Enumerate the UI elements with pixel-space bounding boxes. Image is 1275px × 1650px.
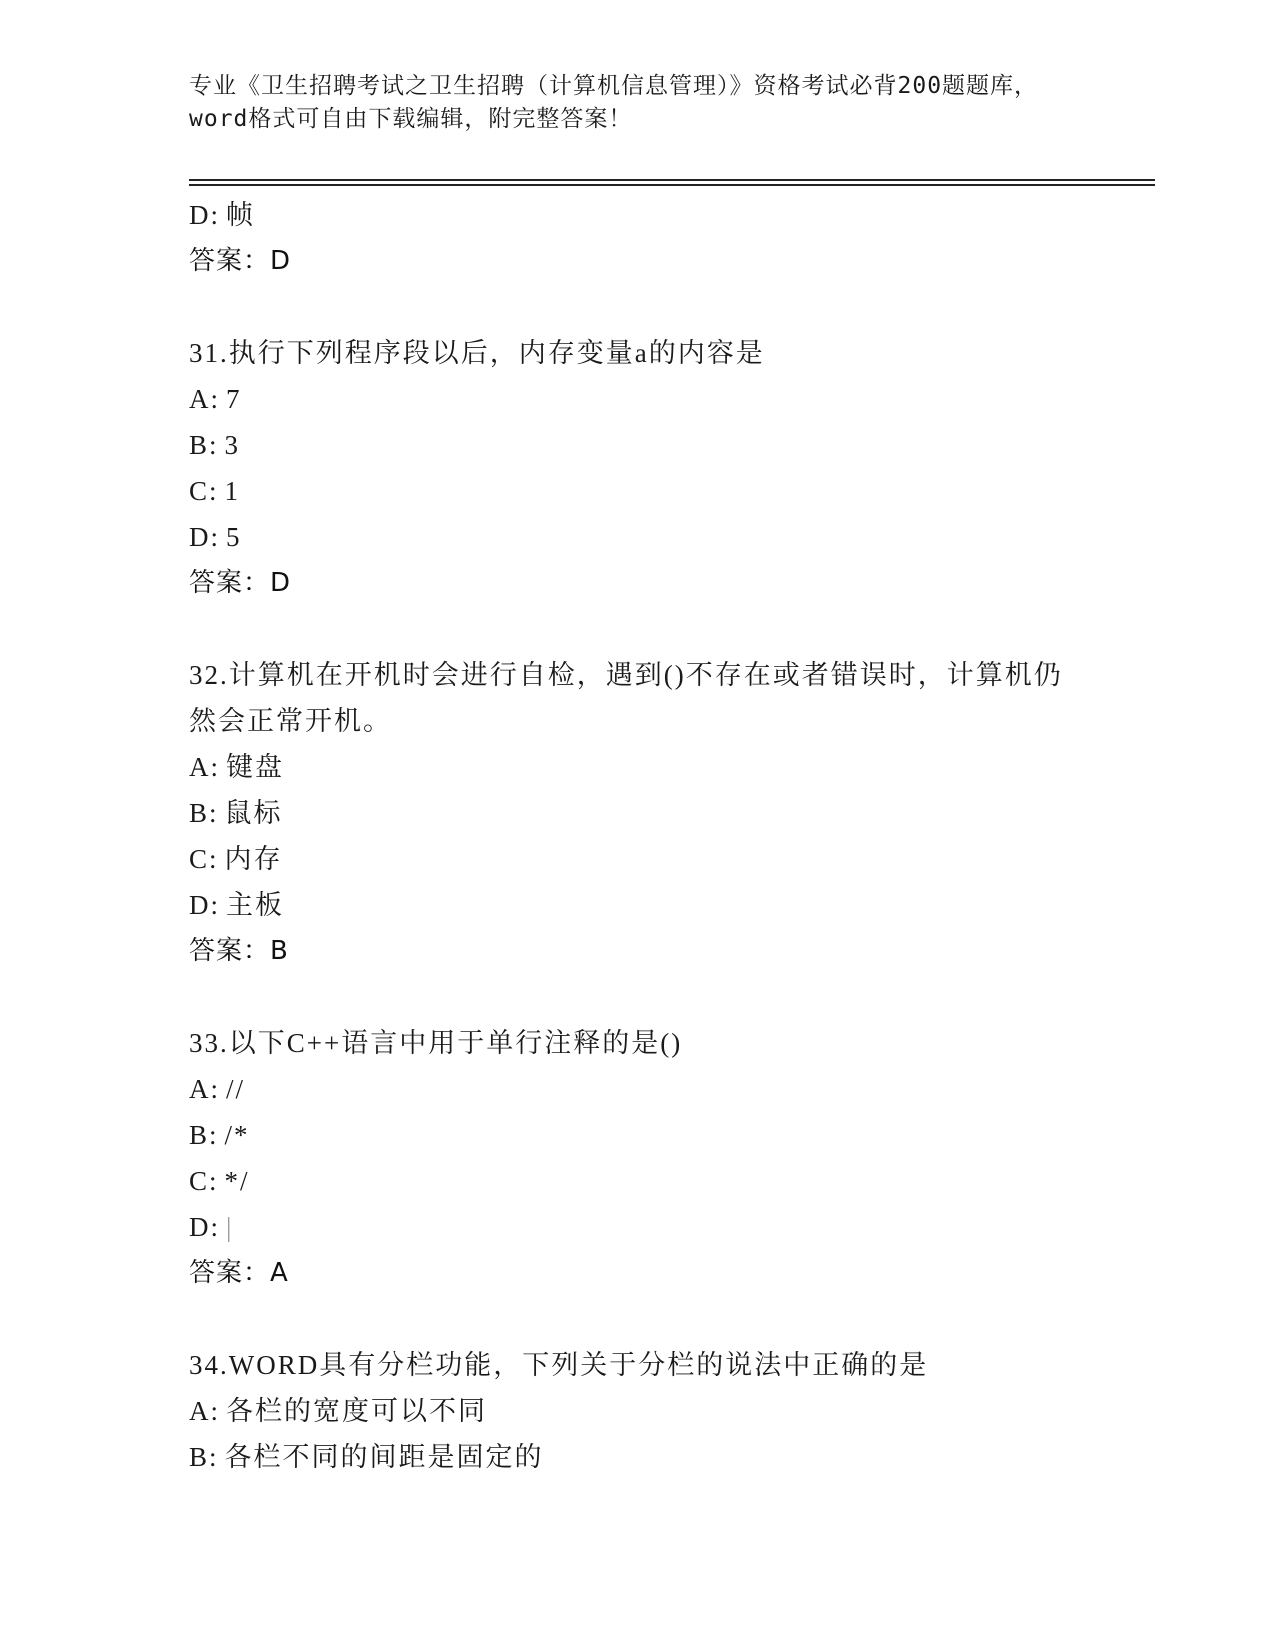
question-32-option-a	[189, 744, 1089, 790]
option-label: A:	[189, 752, 220, 782]
spacer	[189, 1296, 1089, 1342]
option-label: A:	[189, 1396, 220, 1426]
question-32-answer: 答案：B	[189, 936, 289, 966]
option-text: 各栏的宽度可以不同	[226, 1396, 487, 1426]
option-text: 1	[224, 476, 241, 506]
option-text: /*	[224, 1120, 250, 1150]
option-label: D:	[189, 890, 220, 920]
spacer	[189, 974, 1089, 1020]
option-text: 5	[226, 522, 242, 552]
question-33-option-b	[189, 1112, 1089, 1158]
option-label: B:	[189, 1442, 219, 1472]
header-divider-bottom	[189, 184, 1155, 186]
question-32-text: 32.计算机在开机时会进行自检，遇到()不存在或者错误时，计算机仍然会正常开机。	[189, 660, 1063, 736]
option-label: D:	[189, 522, 220, 552]
header-title-line-1: 专业《卫生招聘考试之卫生招聘（计算机信息管理）》资格考试必背200题题库，	[189, 73, 1039, 99]
question-33-text: 33.以下C++语言中用于单行注释的是()	[189, 1028, 683, 1058]
option-label: A:	[189, 384, 220, 414]
option-text: 内存	[224, 844, 283, 874]
option-text: 7	[226, 384, 242, 414]
question-31-option-a	[189, 376, 1089, 422]
question-31-text: 31.执行下列程序段以后，内存变量a的内容是	[189, 338, 765, 368]
header-title-line-2: word格式可自由下载编辑，附完整答案！	[189, 106, 633, 132]
option-label: C:	[189, 476, 219, 506]
option-text: //	[226, 1074, 246, 1104]
option-label: D:	[189, 200, 220, 230]
option-text: */	[224, 1166, 250, 1196]
question-33-answer: 答案：A	[189, 1258, 289, 1288]
question-32-option-d	[189, 882, 1089, 928]
option-text: 各栏不同的间距是固定的	[224, 1442, 544, 1472]
question-33-option-c	[189, 1158, 1089, 1204]
header-divider-top	[189, 179, 1155, 181]
question-34-option-b	[189, 1434, 1089, 1480]
option-d-fragment	[189, 192, 1089, 238]
question-31-option-b	[189, 422, 1089, 468]
option-label: D:	[189, 1212, 220, 1242]
option-text: |	[226, 1212, 234, 1242]
question-31-answer: 答案：D	[189, 568, 292, 598]
option-label: C:	[189, 1166, 219, 1196]
option-text: 键盘	[226, 752, 284, 782]
option-label: A:	[189, 1074, 220, 1104]
question-31-option-d	[189, 514, 1089, 560]
option-text: 鼠标	[224, 798, 283, 828]
question-32-option-c	[189, 836, 1089, 882]
option-label: B:	[189, 1120, 219, 1150]
option-text: 3	[224, 430, 241, 460]
question-31-option-c	[189, 468, 1089, 514]
question-32-option-b	[189, 790, 1089, 836]
question-33-option-a	[189, 1066, 1089, 1112]
option-label: B:	[189, 798, 219, 828]
option-text: 帧	[226, 200, 255, 230]
option-label: B:	[189, 430, 219, 460]
spacer	[189, 284, 1089, 330]
document-header	[189, 70, 1089, 136]
question-list	[189, 192, 1089, 1480]
option-text: 主板	[226, 890, 284, 920]
question-34-text: 34.WORD具有分栏功能，下列关于分栏的说法中正确的是	[189, 1350, 929, 1380]
question-33-option-d	[189, 1204, 1089, 1250]
option-label: C:	[189, 844, 219, 874]
question-34-option-a	[189, 1388, 1089, 1434]
answer-line: 答案：D	[189, 246, 292, 276]
spacer	[189, 606, 1089, 652]
